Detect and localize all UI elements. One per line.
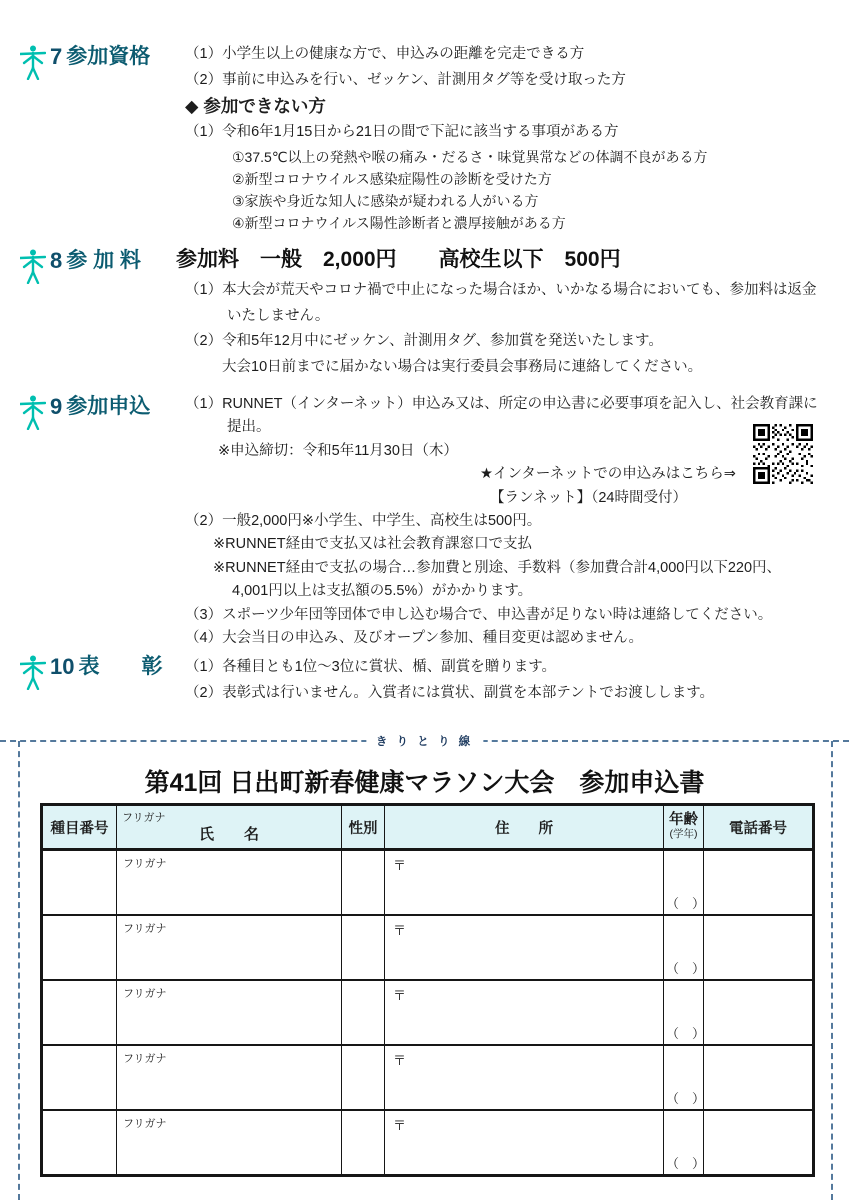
section-title: 参加申込 [66,395,151,418]
text-line: ①37.5℃以上の発熱や喉の痛み・だるさ・味覚異常などの体調不良がある方 [232,148,708,165]
header-gender: 性別 [342,805,385,850]
header-event-number: 種目番号 [42,805,117,850]
section-9-label [20,392,150,430]
application-form-title: 第41回 日出町新春健康マラソン大会 参加申込書 [144,769,705,797]
name-cell[interactable] [117,850,342,916]
deadline-note: ※申込締切：令和5年11月30日（木） [218,442,458,459]
text-line: （1）各種目とも1位～3位に賞状、楯、副賞を贈ります。 [185,659,557,675]
age-cell[interactable] [664,980,704,1045]
internet-apply-note: ★インターネットでの申込みはこちら⇒ [480,466,736,483]
age-parens: （ ） [666,961,706,976]
furigana-label: フリガナ [123,923,167,935]
text-line: （2）令和5年12月中にゼッケン、計測用タグ、参加賞を発送いたします。 [185,333,663,349]
name-cell[interactable] [117,1110,342,1176]
section-title: 参 加 料 [66,249,141,272]
event-number-cell[interactable] [42,980,117,1045]
phone-cell[interactable] [704,980,814,1045]
phone-cell[interactable] [704,1110,814,1176]
header-age-line1: 年齢 [669,811,698,828]
name-cell[interactable] [117,1045,342,1110]
header-name-label: 氏 名 [198,825,259,843]
postal-mark: 〒 [393,1053,407,1068]
text-line: いたしません。 [227,307,330,324]
age-cell[interactable] [664,850,704,916]
section-number: 10 [50,654,75,679]
address-cell[interactable] [385,1110,664,1176]
header-age [664,805,704,850]
header-name [117,805,342,850]
section-10-label [20,652,162,690]
entry-row [42,850,814,916]
gender-cell[interactable] [342,980,385,1045]
event-number-cell[interactable] [42,1110,117,1176]
age-cell[interactable] [664,915,704,980]
text-line: （1）本大会が荒天やコロナ禍で中止になった場合ほか、いかなる場合においても、参加料は返金 [185,282,817,298]
section-number: 7 [50,44,63,69]
furigana-label: フリガナ [123,1118,167,1130]
gender-cell[interactable] [342,1045,385,1110]
section-8-label [20,246,141,284]
header-furigana-label: フリガナ [122,812,166,824]
age-cell[interactable] [664,1110,704,1176]
section-number: 9 [50,394,63,419]
event-number-cell[interactable] [42,915,117,980]
furigana-label: フリガナ [123,1053,167,1065]
entry-row [42,1110,814,1176]
text-line: （3）スポーツ少年団等団体で申し込む場合で、申込書が足りない時は連絡してください。 [185,606,773,623]
text-line: ③家族や身近な知人に感染が疑われる人がいる方 [232,192,539,209]
header-age-line2: (学年) [669,827,698,840]
table-header-row [42,805,814,850]
header-address: 住 所 [385,805,664,850]
text-line: 4,001円以上は支払額の5.5%）がかかります。 [232,583,533,600]
section-title: 表 彰 [78,655,163,678]
gender-cell[interactable] [342,915,385,980]
name-cell[interactable] [117,915,342,980]
text-line: 提出。 [227,419,271,436]
furigana-label: フリガナ [123,988,167,1000]
section-7-label [20,42,150,80]
cannot-participate-subheading: ◆ 参加できない方 [185,96,326,116]
runnet-note: 【ランネット】（24時間受付） [490,489,687,506]
text-line: （2）事前に申込みを行い、ゼッケン、計測用タグ等を受け取った方 [185,71,626,88]
text-line: （1）令和6年1月15日から21日の間で下記に該当する事項がある方 [185,124,619,140]
section-number: 8 [50,248,63,273]
text-line: ④新型コロナウイルス陽性診断者と濃厚接触がある方 [232,214,566,231]
entry-row [42,980,814,1045]
text-line: 大会10日前までに届かない場合は実行委員会事務局に連絡してください。 [222,358,703,375]
address-cell[interactable] [385,915,664,980]
text-line: （2）表彰式は行いません。入賞者には賞状、副賞を本部テントでお渡しします。 [185,684,715,701]
text-line: （1）RUNNET（インターネット）申込み又は、所定の申込書に必要事項を記入し、社会教育課に [185,396,818,412]
postal-mark: 〒 [393,923,407,938]
section-title: 参加資格 [66,45,151,68]
text-line: ②新型コロナウイルス感染症陽性の診断を受けた方 [232,170,552,187]
age-parens: （ ） [666,1156,706,1171]
age-parens: （ ） [666,896,706,911]
text-line: （2）一般2,000円※小学生、中学生、高校生は500円。 [185,513,542,530]
application-table [40,803,815,1177]
furigana-label: フリガナ [123,858,167,870]
postal-mark: 〒 [393,1118,407,1133]
event-number-cell[interactable] [42,1045,117,1110]
runner-figure-icon [20,654,46,690]
phone-cell[interactable] [704,915,814,980]
entry-row [42,915,814,980]
runner-figure-icon [20,394,46,430]
postal-mark: 〒 [393,988,407,1003]
qr-code [753,424,813,484]
event-number-cell[interactable] [42,850,117,916]
phone-cell[interactable] [704,850,814,916]
text-line: （4）大会当日の申込み、及びオープン参加、種目変更は認めません。 [185,630,643,647]
runner-figure-icon [20,44,46,80]
entry-row [42,1045,814,1110]
address-cell[interactable] [385,980,664,1045]
address-cell[interactable] [385,1045,664,1110]
address-cell[interactable] [385,850,664,916]
gender-cell[interactable] [342,1110,385,1176]
age-parens: （ ） [666,1026,706,1041]
runner-figure-icon [20,248,46,284]
name-cell[interactable] [117,980,342,1045]
phone-cell[interactable] [704,1045,814,1110]
postal-mark: 〒 [393,858,407,873]
text-line: ※RUNNET経由で支払の場合…参加費と別途、手数料（参加費合計4,000円以下220円、 [213,559,782,576]
header-phone: 電話番号 [704,805,814,850]
age-cell[interactable] [664,1045,704,1110]
age-parens: （ ） [666,1091,706,1106]
text-line: ※RUNNET経由で支払又は社会教育課窓口で支払 [213,536,533,553]
cut-line-label: き り と り 線 [366,733,483,749]
fee-headline: 参加料 一般 2,000円 高校生以下 500円 [176,248,621,271]
text-line: （1）小学生以上の健康な方で、申込みの距離を完走できる方 [185,46,585,62]
gender-cell[interactable] [342,850,385,916]
